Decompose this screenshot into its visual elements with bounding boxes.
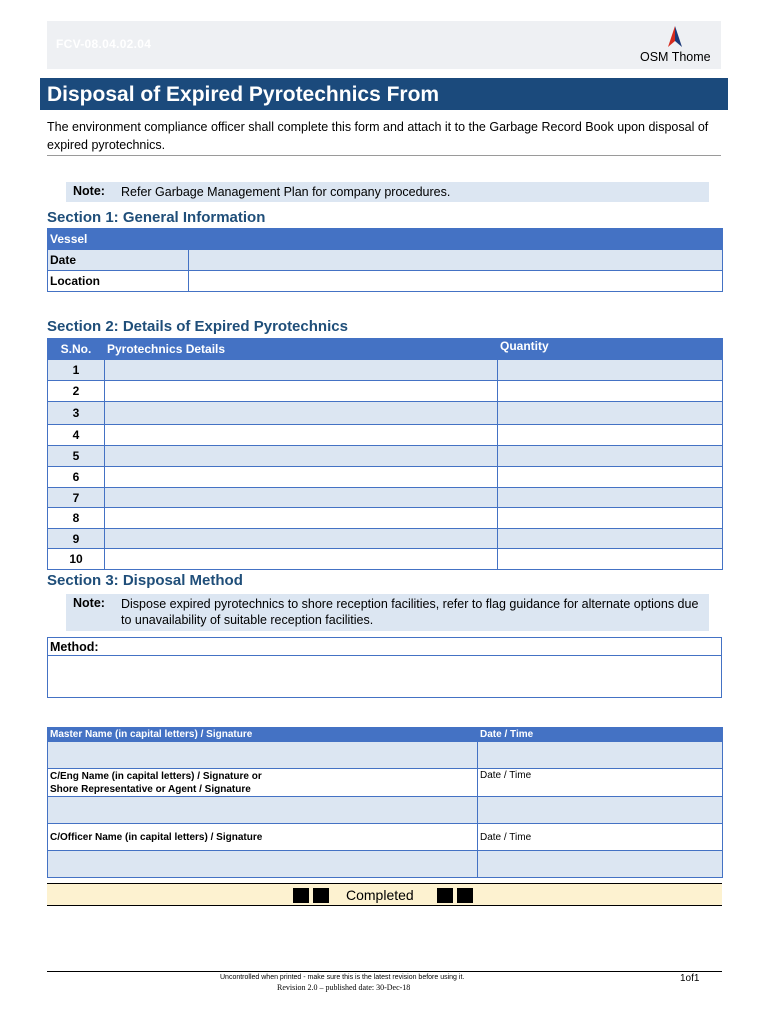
- black-square-icon: [313, 888, 329, 903]
- footer-revision: Revision 2.0 – published date: 30-Dec-18: [277, 983, 411, 992]
- quantity-cell[interactable]: [498, 446, 723, 467]
- quantity-cell[interactable]: [498, 402, 723, 425]
- quantity-cell[interactable]: [498, 488, 723, 508]
- quantity-cell[interactable]: [498, 425, 723, 446]
- master-signature-field[interactable]: [48, 742, 478, 769]
- row-number: 3: [48, 402, 105, 425]
- completed-text: Completed: [346, 887, 414, 903]
- details-cell[interactable]: [105, 467, 498, 488]
- disposal-note-box: [66, 594, 709, 631]
- details-cell[interactable]: [105, 508, 498, 529]
- method-table: [47, 637, 722, 698]
- note-text: Dispose expired pyrotechnics to shore reception facilities, refer to flag guidance for alternate options due to unavailability of suitable reception facilities.: [121, 597, 699, 627]
- master-datetime-label: Date / Time: [478, 728, 723, 742]
- quantity-cell[interactable]: [498, 508, 723, 529]
- quantity-cell[interactable]: [498, 381, 723, 402]
- row-number: 9: [48, 529, 105, 549]
- ceng-label-line1: C/Eng Name (in capital letters) / Signature or: [50, 771, 262, 782]
- details-cell[interactable]: [105, 381, 498, 402]
- row-number: 10: [48, 549, 105, 570]
- cofficer-datetime-label: Date / Time: [478, 824, 723, 851]
- section-2-heading: Section 2: Details of Expired Pyrotechnics: [47, 318, 348, 335]
- vessel-label: Vessel: [48, 229, 723, 250]
- row-number: 1: [48, 360, 105, 381]
- page-title: Disposal of Expired Pyrotechnics From: [40, 78, 728, 110]
- row-number: 6: [48, 467, 105, 488]
- ceng-signature-field[interactable]: [48, 797, 478, 824]
- signature-table: [47, 727, 723, 878]
- details-cell[interactable]: [105, 549, 498, 570]
- cofficer-label: C/Officer Name (in capital letters) / Signature: [48, 824, 478, 851]
- date-label: Date: [48, 250, 189, 271]
- intro-text: The environment compliance officer shall complete this form and attach it to the Garbage Record Book upon disposal of expired pyrotechnics.: [47, 120, 709, 152]
- details-header: Pyrotechnics Details: [105, 339, 498, 360]
- method-field[interactable]: [48, 656, 722, 698]
- quantity-cell[interactable]: [498, 529, 723, 549]
- row-number: 8: [48, 508, 105, 529]
- note-box: [66, 182, 709, 202]
- details-cell[interactable]: [105, 360, 498, 381]
- osm-logo-icon: [667, 26, 683, 48]
- footer-divider: [47, 971, 722, 972]
- location-label: Location: [48, 271, 189, 292]
- completed-bar: [47, 883, 722, 906]
- ceng-label: [48, 769, 478, 797]
- form-code: FCV-08.04.02.04: [56, 37, 152, 51]
- section-3-heading: Section 3: Disposal Method: [47, 572, 243, 589]
- location-field[interactable]: [189, 271, 723, 292]
- black-square-icon: [293, 888, 309, 903]
- cofficer-datetime-field[interactable]: [478, 851, 723, 878]
- details-cell[interactable]: [105, 529, 498, 549]
- quantity-cell[interactable]: [498, 549, 723, 570]
- ceng-label-line2: Shore Representative or Agent / Signature: [50, 784, 251, 795]
- date-field[interactable]: [189, 250, 723, 271]
- details-cell[interactable]: [105, 402, 498, 425]
- master-label: Master Name (in capital letters) / Signature: [48, 728, 478, 742]
- divider: [47, 155, 721, 156]
- details-cell[interactable]: [105, 488, 498, 508]
- black-square-icon: [457, 888, 473, 903]
- master-datetime-field[interactable]: [478, 742, 723, 769]
- note-label: Note:: [73, 596, 105, 610]
- method-label: Method:: [48, 638, 722, 656]
- ceng-datetime-label: Date / Time: [478, 769, 723, 797]
- row-number: 7: [48, 488, 105, 508]
- row-number: 2: [48, 381, 105, 402]
- quantity-cell[interactable]: [498, 360, 723, 381]
- cofficer-signature-field[interactable]: [48, 851, 478, 878]
- quantity-cell[interactable]: [498, 467, 723, 488]
- row-number: 4: [48, 425, 105, 446]
- general-info-table: [47, 228, 723, 292]
- black-square-icon: [437, 888, 453, 903]
- note-text: Refer Garbage Management Plan for company procedures.: [121, 185, 451, 199]
- quantity-header: Quantity: [498, 339, 723, 360]
- ceng-datetime-field[interactable]: [478, 797, 723, 824]
- row-number: 5: [48, 446, 105, 467]
- logo-text: OSM Thome: [640, 50, 711, 64]
- page-number: 1of1: [680, 973, 700, 984]
- sno-header: S.No.: [48, 339, 105, 360]
- note-label: Note:: [73, 184, 105, 198]
- pyrotechnics-table: [47, 338, 723, 570]
- details-cell[interactable]: [105, 425, 498, 446]
- details-cell[interactable]: [105, 446, 498, 467]
- footer-disclaimer: Uncontrolled when printed - make sure this is the latest revision before using it.: [220, 974, 465, 981]
- section-1-heading: Section 1: General Information: [47, 209, 266, 226]
